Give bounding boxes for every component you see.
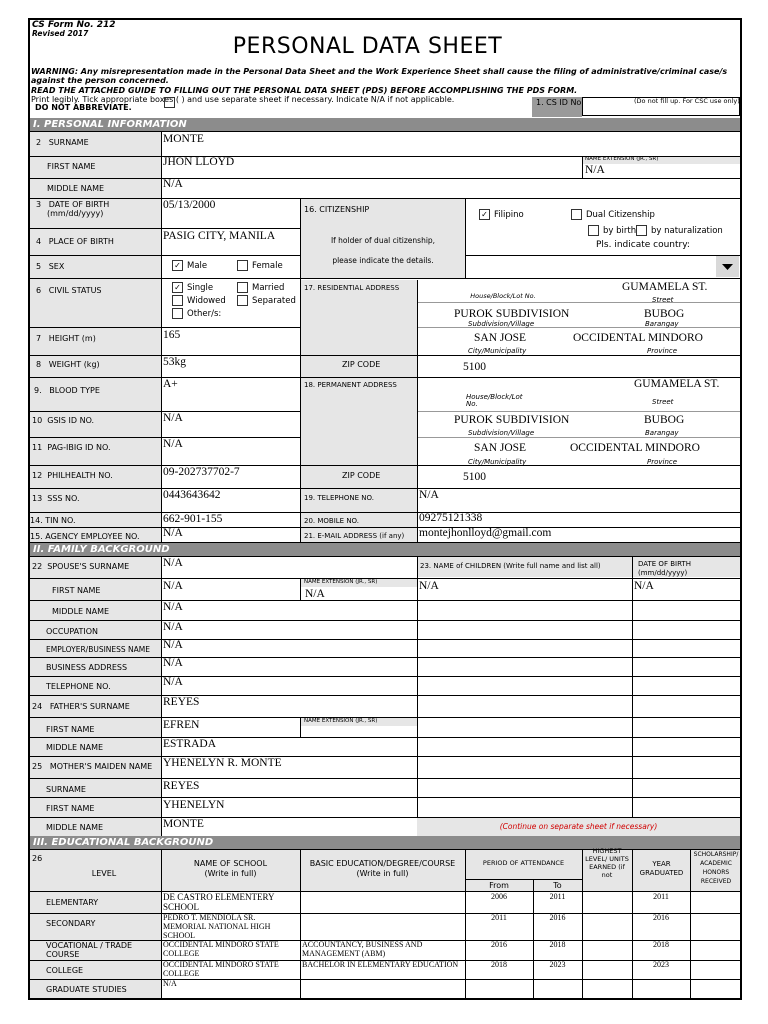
sp-tel-label: TELEPHONE NO. [46, 682, 111, 691]
sample-checkbox-icon [164, 97, 175, 108]
section-family-header: II. FAMILY BACKGROUND [30, 543, 740, 556]
cs-id-label: 1. CS ID No. [536, 98, 584, 107]
cs-id-note: (Do not fill up. For CSC use only) [634, 97, 740, 105]
res-city-value[interactable]: SAN JOSE [474, 332, 527, 344]
first-name-label: FIRST NAME [47, 162, 96, 171]
fa-first-label: FIRST NAME [46, 725, 95, 734]
perm-brgy-value[interactable]: BUBOG [644, 414, 685, 426]
check-icon: ✓ [172, 282, 183, 293]
tel-label: 19. TELEPHONE NO. [304, 494, 374, 502]
checkbox-icon [571, 209, 582, 220]
sex-female-option[interactable]: Female [237, 260, 283, 271]
occ-label: OCCUPATION [46, 627, 99, 636]
res-subd-value[interactable]: PUROK SUBDIVISION [454, 308, 570, 320]
school-header: NAME OF SCHOOL [193, 859, 268, 868]
surname-label: 2 SURNAME [36, 138, 89, 147]
from-header: From [489, 881, 509, 890]
fa-middle-value[interactable]: ESTRADA [163, 738, 217, 750]
res-brgy-label: Barangay [645, 320, 679, 328]
perm-brgy-label: Barangay [645, 429, 679, 437]
edu-year[interactable]: 2011 [653, 892, 669, 901]
civil-other-option[interactable]: Other/s: [172, 308, 221, 319]
sex-label: 5 SEX [36, 262, 65, 271]
sp-ext-label: NAME EXTENSION (JR., SR) [304, 579, 378, 585]
bus-label: BUSINESS ADDRESS [46, 663, 128, 672]
mo-surname-value[interactable]: REYES [163, 780, 200, 792]
philhealth-label: 12 PHILHEALTH NO. [32, 471, 113, 480]
spouse-value[interactable]: N/A [163, 557, 183, 569]
weight-value[interactable]: 53kg [163, 356, 186, 368]
pob-value[interactable]: PASIG CITY, MANILA [163, 230, 276, 242]
citizenship-note-1: If holder of dual citizenship, [330, 236, 436, 245]
edu-year[interactable]: 2018 [653, 940, 669, 949]
res-zip-label: ZIP CODE [342, 360, 381, 369]
edu-from[interactable]: 2011 [491, 913, 507, 922]
email-label: 21. E-MAIL ADDRESS (if any) [304, 532, 405, 540]
civil-single-option[interactable]: ✓ Single [172, 282, 213, 293]
course-header: BASIC EDUCATION/DEGREE/COURSE [309, 859, 456, 868]
school-subheader: (Write in full) [204, 869, 257, 878]
sp-middle-label: MIDDLE NAME [52, 607, 110, 616]
philhealth-value[interactable]: 09-202737702-7 [163, 466, 240, 478]
honors-header: SCHOLARSHIP/ ACADEMIC HONORS RECEIVED [693, 851, 739, 885]
edu-from[interactable]: 2018 [491, 960, 507, 969]
checkbox-icon [588, 225, 599, 236]
res-street-label: Street [652, 296, 674, 304]
edu-to[interactable]: 2023 [549, 960, 566, 969]
fa-ext-label: NAME EXTENSION (JR., SR) [304, 718, 378, 724]
fa-middle-label: MIDDLE NAME [46, 743, 104, 752]
units-header: HIGHEST LEVEL/ UNITS EARNED (if not [585, 847, 629, 879]
res-brgy-value[interactable]: BUBOG [644, 308, 685, 320]
weight-label: 8 WEIGHT (kg) [36, 360, 100, 369]
form-revised: Revised 2017 [32, 29, 89, 38]
first-name-value[interactable]: JHON LLOYD [163, 156, 235, 168]
email-value[interactable]: montejhonlloyd@gmail.com [419, 527, 552, 539]
level-header: LEVEL [91, 869, 117, 878]
family-label-column [30, 556, 161, 836]
surname-value[interactable]: MONTE [163, 133, 204, 145]
res-city-label: City/Municipality [468, 347, 527, 355]
name-ext-value[interactable]: N/A [585, 164, 605, 176]
tel-value[interactable]: N/A [419, 489, 439, 501]
sp-middle-value[interactable]: N/A [163, 601, 183, 613]
mo-surname-label: SURNAME [46, 785, 86, 794]
edu-to[interactable]: 2011 [549, 892, 566, 901]
edu-level: SECONDARY [46, 919, 96, 928]
edu-school[interactable]: OCCIDENTAL MINDORO STATE COLLEGE [163, 960, 279, 978]
middle-name-label: MIDDLE NAME [47, 184, 105, 193]
res-street-value[interactable]: GUMAMELA ST. [622, 281, 708, 293]
edu-level: COLLEGE [46, 966, 84, 975]
perm-prov-value[interactable]: OCCIDENTAL MINDORO [570, 442, 700, 454]
cit-filipino-option[interactable]: ✓ Filipino [479, 209, 524, 220]
sex-male-option[interactable]: ✓ Male [172, 260, 207, 271]
checkbox-icon [237, 260, 248, 271]
res-prov-label: Province [647, 347, 678, 355]
perm-city-value[interactable]: SAN JOSE [474, 442, 527, 454]
father-label: 24 FATHER'S SURNAME [32, 702, 130, 711]
perm-street-value[interactable]: GUMAMELA ST. [634, 378, 720, 390]
child-name-value[interactable]: N/A [419, 580, 439, 592]
country-dropdown[interactable] [716, 256, 739, 277]
perm-city-label: City/Municipality [468, 458, 527, 466]
mo-first-label: FIRST NAME [46, 804, 95, 813]
height-label: 7 HEIGHT (m) [36, 334, 96, 343]
mo-middle-label: MIDDLE NAME [46, 823, 104, 832]
perm-subd-label: Subdivision/Village [468, 429, 535, 437]
gsis-label: 10 GSIS ID NO. [32, 416, 95, 425]
edu-year[interactable]: 2023 [653, 960, 669, 969]
edu-num: 26 [32, 854, 43, 863]
page-title: PERSONAL DATA SHEET [232, 34, 503, 59]
mo-first-value[interactable]: YHENELYN [163, 799, 225, 811]
check-icon: ✓ [172, 260, 183, 271]
mother-value[interactable]: YHENELYN R. MONTE [163, 757, 282, 769]
checkbox-icon [237, 282, 248, 293]
sp-first-label: FIRST NAME [52, 586, 101, 595]
civil-married-option[interactable]: Married [237, 282, 284, 293]
cit-dual-option[interactable]: Dual Citizenship [571, 209, 655, 220]
citizenship-note-2: please indicate the details. [332, 256, 434, 265]
continue-note: (Continue on separate sheet if necessary) [499, 822, 658, 831]
res-subd-label: Subdivision/Village [468, 320, 535, 328]
civil-separated-option[interactable]: Separated [237, 295, 296, 306]
bus-value[interactable]: N/A [163, 657, 183, 669]
sss-value[interactable]: 0443643642 [163, 489, 221, 501]
sp-ext-value[interactable]: N/A [305, 588, 325, 600]
checkbox-icon [172, 308, 183, 319]
edu-school[interactable]: PEDRO T. MENDIOLA SR. MEMORIAL NATIONAL HIGH SCHOOL [163, 913, 271, 940]
occ-value[interactable]: N/A [163, 621, 183, 633]
warning-text: WARNING: Any misrepresentation made in the Personal Data Sheet and the Work Experience Sheet shall cause the filing of administrative/criminal case/s against the person concerned. [31, 67, 728, 85]
address-label-cell [300, 280, 417, 542]
tin-label: 14. TIN NO. [30, 516, 76, 525]
spouse-label: 22 SPOUSE'S SURNAME [32, 562, 130, 571]
civil-widowed-option[interactable]: Widowed [172, 295, 226, 306]
pagibig-value[interactable]: N/A [163, 438, 183, 450]
form-code: CS Form No. 212 [32, 20, 116, 30]
mo-middle-value[interactable]: MONTE [163, 818, 204, 830]
mobile-label: 20. MOBILE NO. [304, 517, 360, 525]
res-address-label: 17. RESIDENTIAL ADDRESS [304, 284, 400, 292]
edu-from[interactable]: 2006 [491, 892, 507, 901]
perm-address-label: 18. PERMANENT ADDRESS [304, 381, 397, 389]
middle-name-value[interactable]: N/A [163, 178, 183, 190]
section-personal-header: I. PERSONAL INFORMATION [30, 118, 740, 131]
perm-subd-value[interactable]: PUROK SUBDIVISION [454, 414, 570, 426]
section-education-header: III. EDUCATIONAL BACKGROUND [30, 836, 740, 849]
tin-value[interactable]: 662-901-155 [163, 513, 223, 525]
edu-course[interactable]: BACHELOR IN ELEMENTARY EDUCATION [302, 960, 459, 969]
dob-label: 3 DATE OF BIRTH (mm/dd/yyyy) [36, 200, 110, 218]
emp-label: EMPLOYER/BUSINESS NAME [46, 645, 151, 654]
mobile-value[interactable]: 09275121338 [419, 512, 483, 524]
civil-label: 6 CIVIL STATUS [36, 286, 102, 295]
blood-label: 9. BLOOD TYPE [34, 386, 100, 395]
agency-label: 15. AGENCY EMPLOYEE NO. [30, 532, 140, 541]
check-icon: ✓ [479, 209, 490, 220]
perm-street-label: Street [652, 398, 674, 406]
citizenship-label: 16. CITIZENSHIP [304, 205, 370, 214]
blood-value[interactable]: A+ [163, 378, 178, 390]
children-dob-label: DATE OF BIRTH (mm/dd/yyyy) [638, 560, 691, 577]
res-house-label: House/Block/Lot No. [470, 292, 536, 300]
edu-level: VOCATIONAL / TRADE COURSE [46, 941, 133, 959]
height-value[interactable]: 165 [163, 329, 181, 341]
edu-school[interactable]: OCCIDENTAL MINDORO STATE COLLEGE [163, 940, 279, 958]
dob-value[interactable]: 05/13/2000 [163, 199, 216, 211]
to-header: To [553, 881, 562, 890]
edu-to[interactable]: 2016 [549, 913, 566, 922]
sp-tel-value[interactable]: N/A [163, 676, 183, 688]
guide-text: READ THE ATTACHED GUIDE TO FILLING OUT THE PERSONAL DATA SHEET (PDS) BEFORE ACCOMPLISHING THE PDS FORM. [31, 86, 578, 95]
edu-school[interactable]: DE CASTRO ELEMENTERY SCHOOL [163, 892, 275, 912]
name-ext-label: NAME EXTENSION (JR., SR) [585, 156, 659, 162]
perm-zip-value[interactable]: 5100 [463, 471, 486, 483]
child-dob-value[interactable]: N/A [634, 580, 654, 592]
res-zip-value[interactable]: 5100 [463, 361, 486, 373]
emp-value[interactable]: N/A [163, 639, 183, 651]
pagibig-label: 11 PAG-IBIG ID NO. [32, 443, 111, 452]
edu-course[interactable]: ACCOUNTANCY, BUSINESS AND MANAGEMENT (ABM) [302, 940, 423, 958]
year-header: YEAR GRADUATED [639, 860, 684, 877]
perm-house-label: House/Block/Lot No. [466, 393, 523, 408]
instructions-text: Print legibly. Tick appropriate boxes ( ) and use separate sheet if necessary. Indicate N/A if not applicable. DO NOT ABBREVIATE. [31, 95, 455, 112]
edu-from[interactable]: 2016 [491, 940, 507, 949]
pob-label: 4 PLACE OF BIRTH [36, 237, 114, 246]
sss-label: 13 SSS NO. [32, 494, 80, 503]
cit-country-label: Pls. indicate country: [596, 240, 690, 250]
perm-prov-label: Province [647, 458, 678, 466]
children-label: 23. NAME of CHILDREN (Write full name and list all) [420, 562, 601, 570]
perm-zip-label: ZIP CODE [342, 471, 381, 480]
gsis-value[interactable]: N/A [163, 412, 183, 424]
mother-label: 25 MOTHER'S MAIDEN NAME [32, 762, 153, 771]
edu-year[interactable]: 2016 [653, 913, 669, 922]
course-subheader: (Write in full) [356, 869, 409, 878]
cit-natural-option[interactable]: by naturalization [636, 225, 723, 236]
father-value[interactable]: REYES [163, 696, 200, 708]
res-prov-value[interactable]: OCCIDENTAL MINDORO [573, 332, 703, 344]
agency-value[interactable]: N/A [163, 527, 183, 539]
checkbox-icon [237, 295, 248, 306]
checkbox-icon [636, 225, 647, 236]
fa-first-value[interactable]: EFREN [163, 719, 200, 731]
edu-to[interactable]: 2018 [549, 940, 566, 949]
sp-first-value[interactable]: N/A [163, 580, 183, 592]
chevron-down-icon [716, 256, 739, 277]
period-header: PERIOD OF ATTENDANCE [482, 859, 565, 867]
edu-school[interactable]: N/A [163, 979, 177, 988]
cit-birth-option[interactable]: by birth [588, 225, 636, 236]
edu-level: ELEMENTARY [46, 898, 99, 907]
checkbox-icon [172, 295, 183, 306]
edu-level: GRADUATE STUDIES [46, 985, 127, 994]
